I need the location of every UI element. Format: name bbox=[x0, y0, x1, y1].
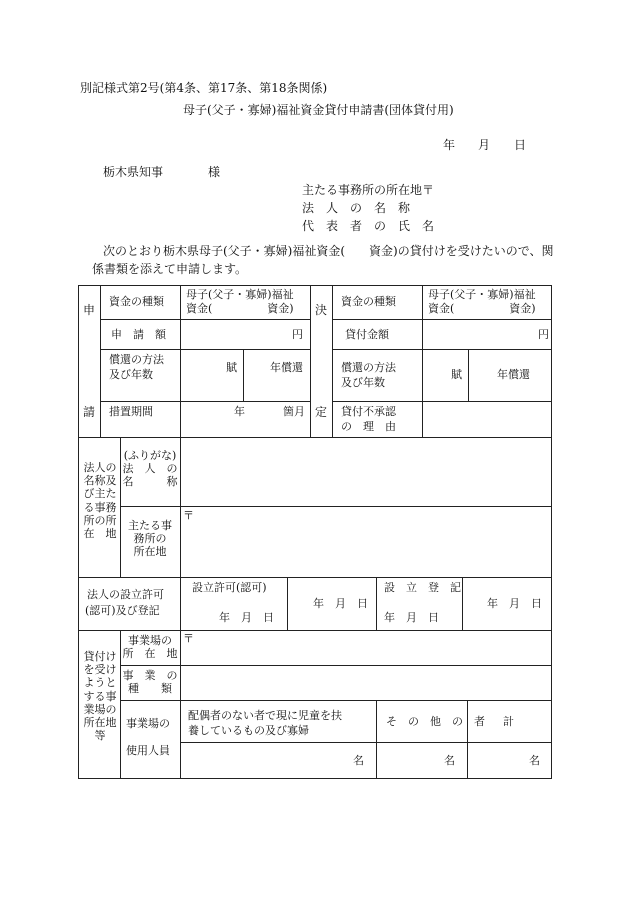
registration-date: 年 月 日 bbox=[384, 611, 439, 624]
form-number: 別記様式第2号(第4条、第17条、第18条関係) bbox=[80, 81, 328, 95]
app-grace-year-unit: 年 bbox=[234, 405, 245, 418]
application-side-bottom: 請 bbox=[83, 405, 96, 419]
date-month-label: 月 bbox=[478, 138, 491, 152]
dec-reject-label-2: の 理 由 bbox=[341, 420, 396, 433]
date-year-label: 年 bbox=[443, 138, 456, 152]
establishment-label-1: 法人の設立許可 bbox=[87, 588, 164, 601]
app-repay-years-unit: 年償還 bbox=[270, 361, 303, 374]
staff-label-1: 事業場の bbox=[126, 717, 170, 730]
app-fund-type-label: 資金の種類 bbox=[109, 295, 164, 308]
app-repay-label-2: 及び年数 bbox=[109, 368, 153, 381]
app-repay-label-1: 償還の方法 bbox=[109, 353, 164, 366]
business-location-label: 事業場の 所 在 地 bbox=[122, 634, 178, 661]
dec-fund-type-value-2: 資金( 資金) bbox=[428, 302, 536, 315]
decision-side-top: 決 bbox=[315, 303, 328, 317]
office-location-label: 主たる事 務所の 所在地 bbox=[128, 519, 172, 559]
dec-amount-label: 貸付金額 bbox=[345, 328, 389, 341]
dec-repay-label-2: 及び年数 bbox=[341, 376, 385, 389]
app-amount-label: 申 請 額 bbox=[111, 328, 166, 341]
dec-repay-method-unit: 賦 bbox=[451, 368, 462, 381]
furigana-label: (ふりがな) 法 人 の 名 称 bbox=[122, 449, 178, 489]
registration-date-2: 年 月 日 bbox=[487, 597, 542, 610]
establishment-label-2: (認可)及び登記 bbox=[85, 604, 160, 617]
intro-line-2: 係書類を添えて申請します。 bbox=[92, 262, 248, 276]
count-unit-1: 名 bbox=[353, 754, 364, 767]
corp-side-label: 法人の 名称及 び主た る事務 所の所 在 地 bbox=[83, 461, 117, 540]
decision-side-bottom: 定 bbox=[315, 405, 328, 419]
registration-label: 設 立 登 記 bbox=[384, 581, 461, 594]
others-label: そ の 他 の 者 bbox=[386, 715, 485, 728]
app-fund-type-value-1: 母子(父子・寡婦)福祉 bbox=[186, 288, 294, 301]
addressee-honorific: 様 bbox=[208, 165, 221, 179]
date-day-label: 日 bbox=[514, 138, 527, 152]
app-amount-unit: 円 bbox=[292, 328, 303, 341]
dec-repay-years-unit: 年償還 bbox=[497, 368, 530, 381]
total-label: 計 bbox=[503, 715, 514, 728]
dec-amount-unit: 円 bbox=[538, 328, 549, 341]
dec-fund-type-label: 資金の種類 bbox=[341, 295, 396, 308]
permit-date: 年 月 日 bbox=[219, 611, 274, 624]
app-grace-month-unit: 箇月 bbox=[283, 405, 305, 418]
count-unit-2: 名 bbox=[444, 754, 455, 767]
form-title: 母子(父子・寡婦)福祉資金貸付申請書(団体貸付用) bbox=[183, 103, 454, 117]
app-repay-method-unit: 賦 bbox=[226, 361, 237, 374]
app-grace-label: 措置期間 bbox=[109, 405, 153, 418]
dec-reject-label-1: 貸付不承認 bbox=[341, 405, 396, 418]
dec-repay-label-1: 償還の方法 bbox=[341, 361, 396, 374]
rep-name-label: 代 表 者 の 氏 名 bbox=[302, 219, 435, 233]
business-side-label: 貸付け を受け ようと する事 業場の 所在地 等 bbox=[83, 650, 117, 743]
business-type-label: 事 業 の 種 類 bbox=[122, 669, 178, 696]
office-address-label: 主たる事務所の所在地〒 bbox=[302, 183, 435, 197]
staff-label-2: 使用人員 bbox=[126, 744, 170, 757]
permit-date-2: 年 月 日 bbox=[313, 597, 368, 610]
dec-fund-type-value-1: 母子(父子・寡婦)福祉 bbox=[428, 288, 536, 301]
application-side-top: 申 bbox=[83, 303, 96, 317]
intro-line-1: 次のとおり栃木県母子(父子・寡婦)福祉資金( 資金)の貸付けを受けたいので、関 bbox=[103, 244, 554, 258]
count-unit-3: 名 bbox=[529, 754, 540, 767]
permit-label: 設立許可(認可) bbox=[192, 581, 267, 594]
app-fund-type-value-2: 資金( 資金) bbox=[186, 302, 294, 315]
corp-name-label: 法 人 の 名 称 bbox=[302, 201, 411, 215]
addressee: 栃木県知事 bbox=[103, 165, 164, 179]
single-parent-label-1: 配偶者のない者で現に児童を扶 bbox=[188, 709, 342, 722]
corp-postal-mark: 〒 bbox=[183, 509, 194, 522]
single-parent-label-2: 養しているもの及び寡婦 bbox=[188, 724, 309, 737]
business-postal-mark: 〒 bbox=[183, 632, 194, 645]
